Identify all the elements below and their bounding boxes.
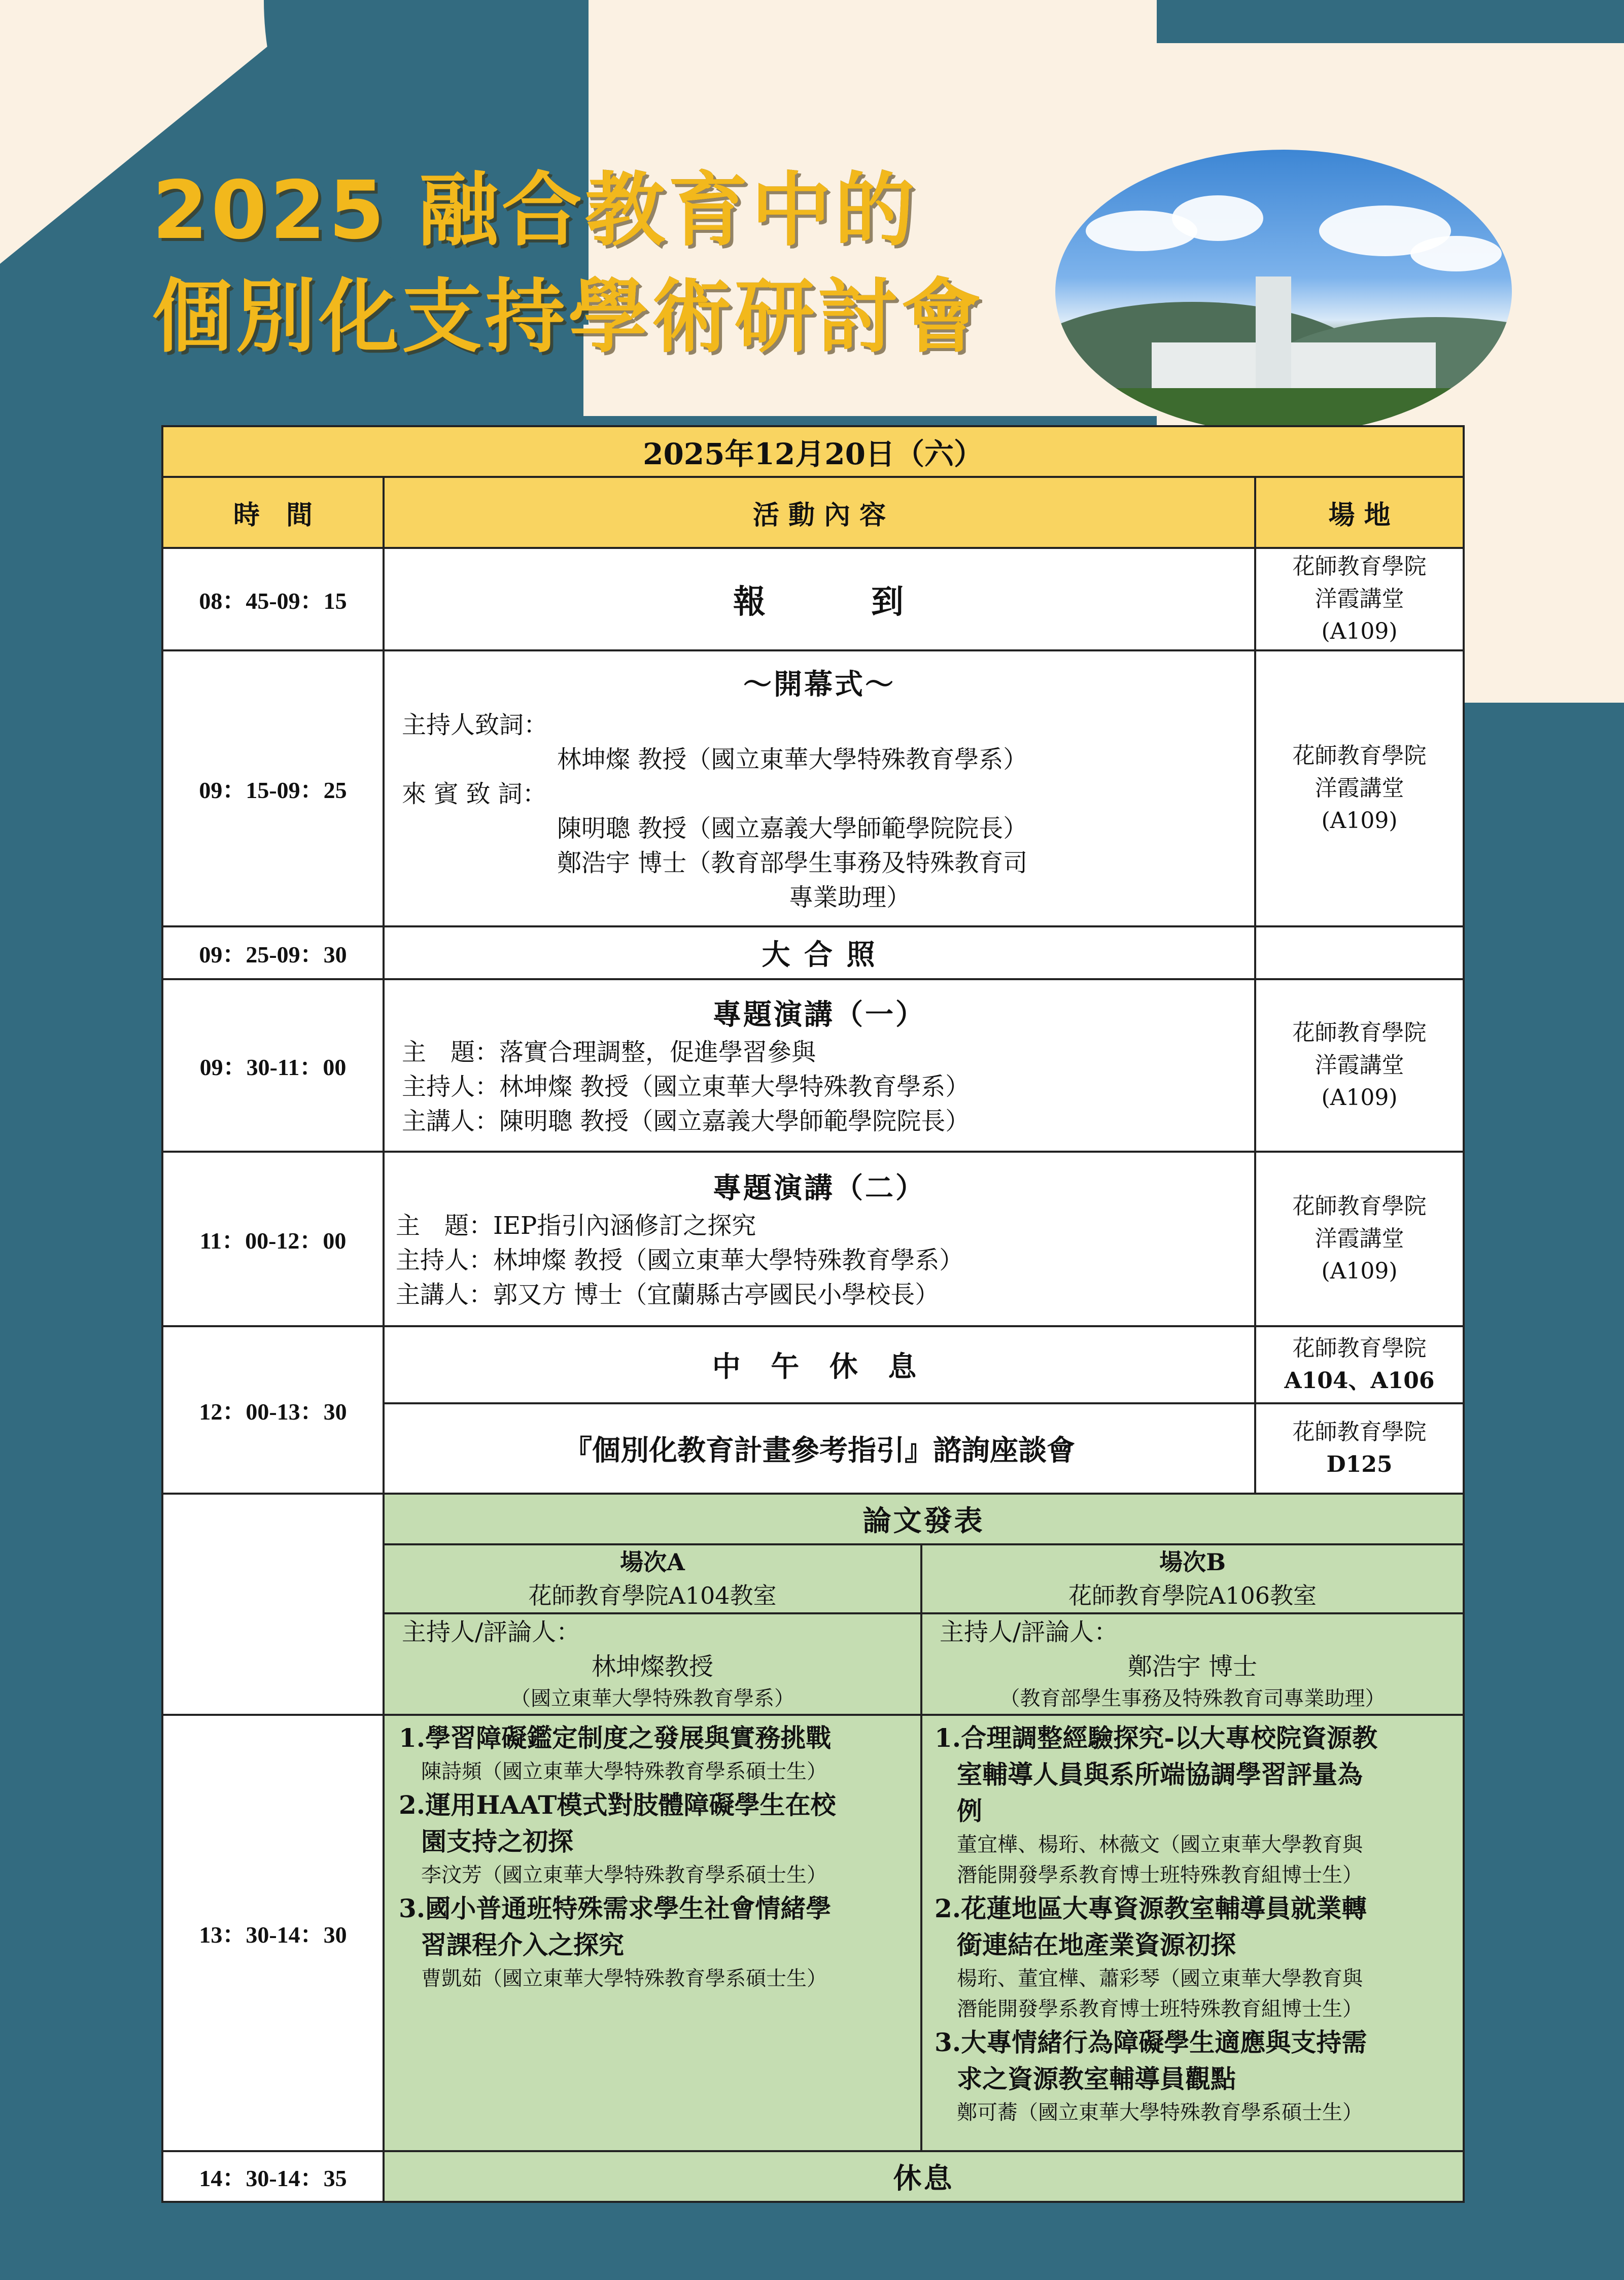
keynote-speaker: 主講人：郭又方 博士（宜蘭縣古亭國民小學校長）: [396, 1281, 940, 1309]
paper-title-cont: 習課程介入之探究: [421, 1930, 624, 1960]
venue-line: 洋霞講堂: [1315, 1226, 1404, 1252]
paper-item: [922, 2024, 1463, 2128]
activity-cell: 報 到: [384, 548, 1255, 650]
venue-line: D125: [1326, 1452, 1393, 1477]
host-name: 林坤燦 教授（國立東華大學特殊教育學系）: [557, 745, 1028, 774]
date-cell: 2025年12月20日（六）: [162, 426, 1464, 477]
header-row: [162, 477, 1464, 548]
paper-item: [385, 1720, 920, 1787]
venue-line: A104、A106: [1284, 1368, 1435, 1394]
keynote-host: 主持人：林坤燦 教授（國立東華大學特殊教育學系）: [402, 1073, 970, 1101]
session-a-name: 場次A: [620, 1548, 685, 1576]
session-a-room: 花師教育學院A104教室: [528, 1582, 777, 1609]
table-row: [162, 1326, 1464, 1403]
venue-line: 洋霞講堂: [1315, 586, 1404, 612]
col-header-activity: 活 動 內 容: [384, 477, 1255, 548]
opening-title: ～開幕式～: [743, 668, 895, 701]
paper-author-cont: 潛能開發學系教育博士班特殊教育組博士生）: [957, 1997, 1363, 2021]
keynote-host: 主持人：林坤燦 教授（國立東華大學特殊教育學系）: [396, 1246, 964, 1274]
paper-session-title: 論文發表: [384, 1494, 1464, 1544]
keynote-topic: 主 題：落實合理調整，促進學習參與: [402, 1038, 816, 1066]
venue-cell: [1255, 548, 1464, 650]
paper-author-cont: 潛能開發學系教育博士班特殊教育組博士生）: [957, 1863, 1363, 1887]
paper-title: 3.大專情緒行為障礙學生適應與支持需: [935, 2027, 1367, 2057]
guest-2-cont: 專業助理）: [788, 883, 911, 912]
venue-cell: [1255, 1403, 1464, 1494]
activity-cell: [384, 979, 1255, 1152]
title-line-1: 2025 融合教育中的: [152, 164, 918, 257]
paper-title-cont: 求之資源教室輔導員觀點: [957, 2064, 1236, 2094]
guest-2: 鄭浩宇 博士（教育部學生事務及特殊教育司: [557, 849, 1028, 877]
col-header-venue: 場 地: [1255, 477, 1464, 548]
paper-item: [922, 1890, 1463, 2024]
venue-cell: [1255, 1152, 1464, 1326]
time-cell-empty: [162, 1494, 384, 1715]
break-cell: 休息: [384, 2151, 1464, 2202]
table-row: [162, 926, 1464, 979]
activity-cell: 大 合 照: [384, 926, 1255, 979]
activity-cell: [384, 1152, 1255, 1326]
paper-title: 3.國小普通班特殊需求學生社會情緒學: [399, 1893, 832, 1923]
venue-line: 花師教育學院: [1292, 1419, 1427, 1445]
paper-title-cont: 室輔導人員與系所端協調學習評量為: [957, 1759, 1363, 1789]
venue-line: 花師教育學院: [1292, 554, 1427, 579]
time-cell: 09：15-09：25: [162, 650, 384, 926]
venue-line: (A109): [1321, 1085, 1398, 1111]
session-b-header: [921, 1544, 1464, 1613]
activity-cell: [384, 650, 1255, 926]
keynote-title: 專題演講（二）: [713, 1171, 926, 1205]
session-a-papers: [384, 1715, 921, 2151]
keynote-topic: 主 題：IEP指引內涵修訂之探究: [396, 1212, 756, 1240]
session-a-host: [384, 1613, 921, 1715]
venue-line: (A109): [1321, 618, 1398, 644]
paper-author: 董宜樺、楊珩、林薇文（國立東華大學教育與: [957, 1833, 1363, 1856]
session-b-name: 場次B: [1159, 1548, 1226, 1576]
host-label: 主持人/評論人：: [402, 1618, 581, 1646]
session-a-header: [384, 1544, 921, 1613]
venue-cell: [1255, 979, 1464, 1152]
venue-cell: [1255, 1326, 1464, 1403]
paper-item: [922, 1720, 1463, 1890]
table-row: [162, 650, 1464, 926]
paper-author: 曹凱茹（國立東華大學特殊教育學系碩士生）: [421, 1967, 827, 1990]
session-b-room: 花師教育學院A106教室: [1068, 1582, 1317, 1609]
paper-item: [385, 1787, 920, 1890]
session-b-papers: [921, 1715, 1464, 2151]
keynote-speaker: 主講人：陳明聰 教授（國立嘉義大學師範學院院長）: [402, 1107, 970, 1135]
paper-title: 2.運用HAAT模式對肢體障礙學生在校: [399, 1790, 836, 1820]
time-cell: 14：30-14：35: [162, 2151, 384, 2202]
time-cell: 12：00-13：30: [162, 1326, 384, 1494]
session-b-host: [921, 1613, 1464, 1715]
paper-title: 2.花蓮地區大專資源教室輔導員就業轉: [935, 1893, 1367, 1923]
venue-line: 洋霞講堂: [1315, 1052, 1404, 1078]
venue-line: 洋霞講堂: [1315, 775, 1404, 801]
time-cell: 08：45-09：15: [162, 548, 384, 650]
host-label: 主持人/評論人：: [940, 1618, 1119, 1646]
table-row: [162, 548, 1464, 650]
host-label: 主持人致詞：: [402, 711, 548, 739]
venue-cell: [1255, 926, 1464, 979]
table-row: [162, 1494, 1464, 1544]
paper-title-cont: 園支持之初探: [421, 1826, 573, 1856]
time-cell: 13：30-14：30: [162, 1715, 384, 2151]
paper-author: 李汶芳（國立東華大學特殊教育學系碩士生）: [421, 1863, 827, 1887]
paper-author: 陳詩頻（國立東華大學特殊教育學系碩士生）: [421, 1760, 827, 1783]
host-name: 林坤燦教授: [591, 1652, 713, 1681]
time-cell: 11：00-12：00: [162, 1152, 384, 1326]
title-line-2: 個別化支持學術研討會: [152, 270, 984, 364]
venue-cell: [1255, 650, 1464, 926]
venue-line: (A109): [1321, 808, 1398, 834]
lunch-cell: 中 午 休 息: [384, 1326, 1255, 1403]
paper-author: 鄭可蕎（國立東華大學特殊教育學系碩士生）: [957, 2101, 1363, 2124]
schedule-table: [161, 425, 1465, 2203]
table-row: [162, 979, 1464, 1152]
venue-line: 花師教育學院: [1292, 1020, 1427, 1046]
paper-title-cont: 銜連結在地產業資源初探: [957, 1930, 1236, 1960]
venue-line: 花師教育學院: [1292, 1335, 1427, 1361]
host-name: 鄭浩宇 博士: [1127, 1652, 1258, 1681]
time-cell: 09：25-09：30: [162, 926, 384, 979]
venue-line: 花師教育學院: [1292, 1193, 1427, 1219]
keynote-title: 專題演講（一）: [713, 998, 926, 1031]
paper-author: 楊珩、董宜樺、蕭彩琴（國立東華大學教育與: [957, 1967, 1363, 1990]
venue-line: (A109): [1321, 1258, 1398, 1284]
forum-cell: 『個別化教育計畫參考指引』諮詢座談會: [384, 1403, 1255, 1494]
host-affiliation: （教育部學生事務及特殊教育司專業助理）: [999, 1687, 1386, 1710]
date-row: [162, 426, 1464, 477]
table-row: [162, 1715, 1464, 2151]
page-title: [152, 157, 1065, 370]
paper-title-cont: 例: [957, 1796, 982, 1826]
table-row: [162, 2151, 1464, 2202]
paper-title: 1.學習障礙鑑定制度之發展與實務挑戰: [399, 1723, 832, 1753]
guest-label: 來 賓 致 詞：: [402, 780, 547, 808]
time-cell: 09：30-11：00: [162, 979, 384, 1152]
col-header-time: 時 間: [162, 477, 384, 548]
guest-1: 陳明聰 教授（國立嘉義大學師範學院院長）: [557, 814, 1028, 843]
paper-title: 1.合理調整經驗探究-以大專校院資源教: [935, 1723, 1377, 1753]
host-affiliation: （國立東華大學特殊教育學系）: [510, 1687, 794, 1710]
table-row: [162, 1152, 1464, 1326]
campus-photo: [1055, 150, 1512, 434]
venue-line: 花師教育學院: [1292, 743, 1427, 769]
paper-item: [385, 1890, 920, 1994]
